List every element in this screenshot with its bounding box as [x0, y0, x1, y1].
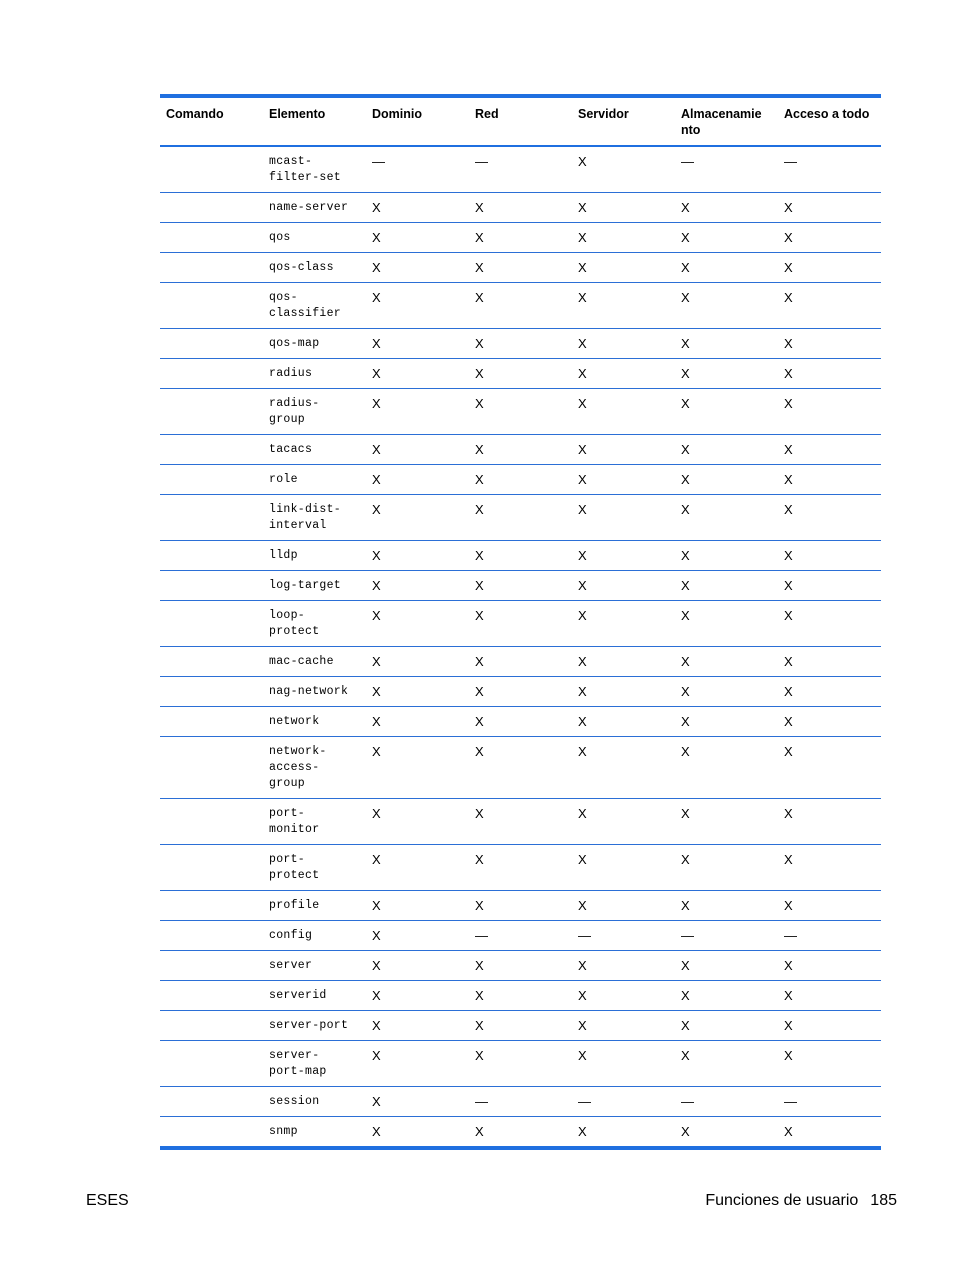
cell-elemento: nag-network — [269, 685, 349, 698]
cell-acceso-a-todo: — — [784, 154, 797, 169]
cell-almacenamiento: X — [681, 608, 690, 623]
cell-acceso-a-todo: X — [784, 472, 793, 487]
cell-almacenamiento: X — [681, 654, 690, 669]
cell-comando — [160, 283, 263, 329]
cell-acceso-a-todo: X — [784, 1048, 793, 1063]
cell-dominio: X — [372, 1094, 381, 1109]
cell-elemento: name-server — [269, 201, 349, 214]
cell-elemento: network- access- group — [269, 745, 327, 790]
cell-servidor: X — [578, 806, 587, 821]
cell-acceso-a-todo: X — [784, 200, 793, 215]
cell-servidor: X — [578, 1018, 587, 1033]
cell-dominio: X — [372, 548, 381, 563]
header-elemento: Elemento — [269, 107, 326, 121]
permissions-table — [160, 94, 881, 1150]
cell-dominio: X — [372, 442, 381, 457]
cell-acceso-a-todo: X — [784, 988, 793, 1003]
cell-dominio: X — [372, 898, 381, 913]
header-dominio: Dominio — [372, 107, 422, 121]
table-row — [160, 981, 881, 1011]
cell-comando — [160, 146, 263, 193]
cell-elemento: snmp — [269, 1125, 298, 1138]
table-row — [160, 541, 881, 571]
cell-almacenamiento: X — [681, 1018, 690, 1033]
cell-comando — [160, 1041, 263, 1087]
cell-dominio: X — [372, 654, 381, 669]
table-row — [160, 601, 881, 647]
cell-servidor: X — [578, 548, 587, 563]
cell-almacenamiento: X — [681, 988, 690, 1003]
table-row — [160, 1117, 881, 1149]
table-row — [160, 223, 881, 253]
cell-servidor: X — [578, 442, 587, 457]
header-row — [160, 96, 881, 146]
cell-acceso-a-todo: X — [784, 230, 793, 245]
cell-elemento: server-port — [269, 1019, 349, 1032]
cell-red: X — [475, 548, 484, 563]
cell-elemento: port- protect — [269, 853, 320, 882]
cell-comando — [160, 329, 263, 359]
cell-servidor: X — [578, 988, 587, 1003]
cell-comando — [160, 1117, 263, 1149]
cell-almacenamiento: X — [681, 290, 690, 305]
table-row — [160, 253, 881, 283]
cell-acceso-a-todo: X — [784, 684, 793, 699]
cell-servidor: X — [578, 654, 587, 669]
cell-dominio: X — [372, 1124, 381, 1139]
cell-elemento: server- port-map — [269, 1049, 327, 1078]
cell-red: X — [475, 442, 484, 457]
cell-almacenamiento: X — [681, 442, 690, 457]
cell-comando — [160, 223, 263, 253]
cell-almacenamiento: X — [681, 472, 690, 487]
cell-acceso-a-todo: X — [784, 654, 793, 669]
cell-elemento: qos — [269, 231, 291, 244]
table-row — [160, 891, 881, 921]
cell-comando — [160, 845, 263, 891]
cell-comando — [160, 647, 263, 677]
cell-servidor: X — [578, 684, 587, 699]
header-almacenamiento: Almacenamie nto — [681, 107, 762, 137]
cell-servidor: X — [578, 608, 587, 623]
cell-comando — [160, 737, 263, 799]
cell-servidor: X — [578, 154, 587, 169]
cell-servidor: — — [578, 1094, 591, 1109]
header-acceso-a-todo: Acceso a todo — [784, 107, 870, 121]
cell-servidor: X — [578, 1048, 587, 1063]
footer-locale: ESES — [86, 1192, 129, 1209]
cell-red: X — [475, 290, 484, 305]
cell-red: X — [475, 200, 484, 215]
cell-dominio: X — [372, 684, 381, 699]
permissions-table-container — [160, 94, 881, 1150]
cell-elemento: qos- classifier — [269, 291, 342, 320]
cell-comando — [160, 495, 263, 541]
cell-almacenamiento: X — [681, 744, 690, 759]
cell-comando — [160, 193, 263, 223]
cell-red: X — [475, 806, 484, 821]
cell-servidor: X — [578, 852, 587, 867]
cell-elemento: serverid — [269, 989, 327, 1002]
cell-almacenamiento: X — [681, 1124, 690, 1139]
cell-dominio: X — [372, 744, 381, 759]
cell-red: X — [475, 988, 484, 1003]
cell-red: X — [475, 1018, 484, 1033]
cell-almacenamiento: X — [681, 548, 690, 563]
cell-comando — [160, 677, 263, 707]
cell-elemento: tacacs — [269, 443, 313, 456]
table-row — [160, 329, 881, 359]
table-row — [160, 283, 881, 329]
cell-dominio: X — [372, 260, 381, 275]
cell-dominio: X — [372, 290, 381, 305]
cell-comando — [160, 389, 263, 435]
cell-almacenamiento: — — [681, 928, 694, 943]
cell-dominio: X — [372, 200, 381, 215]
cell-servidor: X — [578, 396, 587, 411]
cell-acceso-a-todo: X — [784, 336, 793, 351]
footer-page-info — [705, 1192, 897, 1210]
table-row — [160, 647, 881, 677]
cell-elemento: port- monitor — [269, 807, 320, 836]
cell-almacenamiento: — — [681, 1094, 694, 1109]
cell-servidor: X — [578, 290, 587, 305]
cell-red: X — [475, 608, 484, 623]
cell-acceso-a-todo: X — [784, 578, 793, 593]
cell-almacenamiento: — — [681, 154, 694, 169]
table-row — [160, 1087, 881, 1117]
table-body — [160, 146, 881, 1148]
cell-elemento: network — [269, 715, 320, 728]
cell-red: X — [475, 502, 484, 517]
cell-acceso-a-todo: X — [784, 502, 793, 517]
cell-comando — [160, 799, 263, 845]
cell-elemento: link-dist- interval — [269, 503, 342, 532]
cell-dominio: X — [372, 714, 381, 729]
cell-acceso-a-todo: X — [784, 958, 793, 973]
cell-almacenamiento: X — [681, 502, 690, 517]
table-row — [160, 951, 881, 981]
table-row — [160, 1011, 881, 1041]
cell-servidor: — — [578, 928, 591, 943]
cell-acceso-a-todo: X — [784, 442, 793, 457]
cell-red: — — [475, 154, 488, 169]
cell-comando — [160, 571, 263, 601]
cell-red: X — [475, 472, 484, 487]
cell-comando — [160, 1087, 263, 1117]
cell-red: X — [475, 260, 484, 275]
cell-comando — [160, 951, 263, 981]
cell-servidor: X — [578, 578, 587, 593]
cell-almacenamiento: X — [681, 396, 690, 411]
table-row — [160, 677, 881, 707]
cell-dominio: X — [372, 336, 381, 351]
cell-red: X — [475, 1048, 484, 1063]
cell-servidor: X — [578, 744, 587, 759]
table-row — [160, 921, 881, 951]
cell-acceso-a-todo: — — [784, 928, 797, 943]
cell-comando — [160, 359, 263, 389]
cell-dominio: X — [372, 502, 381, 517]
cell-dominio: X — [372, 958, 381, 973]
cell-dominio: X — [372, 472, 381, 487]
cell-red: X — [475, 684, 484, 699]
cell-almacenamiento: X — [681, 366, 690, 381]
cell-almacenamiento: X — [681, 714, 690, 729]
cell-acceso-a-todo: X — [784, 898, 793, 913]
cell-red: X — [475, 366, 484, 381]
cell-elemento: qos-class — [269, 261, 334, 274]
cell-servidor: X — [578, 336, 587, 351]
header-comando: Comando — [166, 107, 224, 121]
table-row — [160, 389, 881, 435]
cell-red: X — [475, 744, 484, 759]
cell-acceso-a-todo: X — [784, 806, 793, 821]
cell-servidor: X — [578, 260, 587, 275]
cell-acceso-a-todo: X — [784, 1018, 793, 1033]
cell-red: — — [475, 1094, 488, 1109]
cell-elemento: session — [269, 1095, 320, 1108]
table-row — [160, 359, 881, 389]
cell-elemento: mcast- filter-set — [269, 155, 342, 184]
cell-comando — [160, 981, 263, 1011]
cell-dominio: — — [372, 154, 385, 169]
cell-almacenamiento: X — [681, 958, 690, 973]
table-row — [160, 495, 881, 541]
cell-servidor: X — [578, 230, 587, 245]
cell-red: X — [475, 1124, 484, 1139]
table-row — [160, 845, 881, 891]
table-header — [160, 96, 881, 146]
cell-dominio: X — [372, 366, 381, 381]
cell-acceso-a-todo: X — [784, 260, 793, 275]
cell-comando — [160, 541, 263, 571]
cell-acceso-a-todo: X — [784, 396, 793, 411]
cell-elemento: role — [269, 473, 298, 486]
cell-acceso-a-todo: — — [784, 1094, 797, 1109]
cell-almacenamiento: X — [681, 336, 690, 351]
cell-comando — [160, 435, 263, 465]
cell-dominio: X — [372, 928, 381, 943]
cell-elemento: qos-map — [269, 337, 320, 350]
table-row — [160, 737, 881, 799]
footer-page-number: 185 — [870, 1192, 897, 1209]
cell-dominio: X — [372, 396, 381, 411]
cell-almacenamiento: X — [681, 200, 690, 215]
cell-comando — [160, 891, 263, 921]
cell-acceso-a-todo: X — [784, 714, 793, 729]
cell-acceso-a-todo: X — [784, 852, 793, 867]
cell-acceso-a-todo: X — [784, 548, 793, 563]
cell-comando — [160, 707, 263, 737]
cell-red: X — [475, 654, 484, 669]
cell-elemento: profile — [269, 899, 320, 912]
cell-servidor: X — [578, 714, 587, 729]
cell-elemento: log-target — [269, 579, 342, 592]
table-row — [160, 435, 881, 465]
cell-comando — [160, 921, 263, 951]
cell-servidor: X — [578, 1124, 587, 1139]
cell-acceso-a-todo: X — [784, 608, 793, 623]
cell-elemento: radius- group — [269, 397, 320, 426]
cell-comando — [160, 465, 263, 495]
table-row — [160, 571, 881, 601]
cell-elemento: mac-cache — [269, 655, 334, 668]
cell-red: X — [475, 852, 484, 867]
cell-comando — [160, 253, 263, 283]
cell-acceso-a-todo: X — [784, 366, 793, 381]
cell-dominio: X — [372, 1018, 381, 1033]
header-servidor: Servidor — [578, 107, 629, 121]
cell-servidor: X — [578, 366, 587, 381]
table-row — [160, 707, 881, 737]
cell-almacenamiento: X — [681, 898, 690, 913]
table-row — [160, 465, 881, 495]
cell-servidor: X — [578, 958, 587, 973]
cell-acceso-a-todo: X — [784, 744, 793, 759]
cell-elemento: loop- protect — [269, 609, 320, 638]
table-row — [160, 1041, 881, 1087]
cell-elemento: radius — [269, 367, 313, 380]
cell-comando — [160, 601, 263, 647]
cell-almacenamiento: X — [681, 684, 690, 699]
cell-comando — [160, 1011, 263, 1041]
cell-servidor: X — [578, 898, 587, 913]
table-row — [160, 146, 881, 193]
cell-red: X — [475, 578, 484, 593]
cell-red: X — [475, 898, 484, 913]
cell-servidor: X — [578, 200, 587, 215]
cell-almacenamiento: X — [681, 806, 690, 821]
cell-dominio: X — [372, 230, 381, 245]
cell-red: X — [475, 230, 484, 245]
cell-elemento: server — [269, 959, 313, 972]
cell-almacenamiento: X — [681, 260, 690, 275]
cell-dominio: X — [372, 988, 381, 1003]
cell-almacenamiento: X — [681, 1048, 690, 1063]
cell-servidor: X — [578, 502, 587, 517]
cell-almacenamiento: X — [681, 578, 690, 593]
cell-red: X — [475, 714, 484, 729]
cell-almacenamiento: X — [681, 852, 690, 867]
cell-red: X — [475, 958, 484, 973]
cell-acceso-a-todo: X — [784, 290, 793, 305]
cell-red: X — [475, 396, 484, 411]
header-red: Red — [475, 107, 499, 121]
table-row — [160, 799, 881, 845]
footer-section-title: Funciones de usuario — [705, 1192, 859, 1209]
cell-acceso-a-todo: X — [784, 1124, 793, 1139]
cell-dominio: X — [372, 608, 381, 623]
cell-dominio: X — [372, 1048, 381, 1063]
cell-red: — — [475, 928, 488, 943]
cell-elemento: lldp — [269, 549, 298, 562]
cell-dominio: X — [372, 852, 381, 867]
cell-dominio: X — [372, 806, 381, 821]
table-row — [160, 193, 881, 223]
cell-almacenamiento: X — [681, 230, 690, 245]
cell-elemento: config — [269, 929, 313, 942]
cell-servidor: X — [578, 472, 587, 487]
cell-dominio: X — [372, 578, 381, 593]
cell-red: X — [475, 336, 484, 351]
